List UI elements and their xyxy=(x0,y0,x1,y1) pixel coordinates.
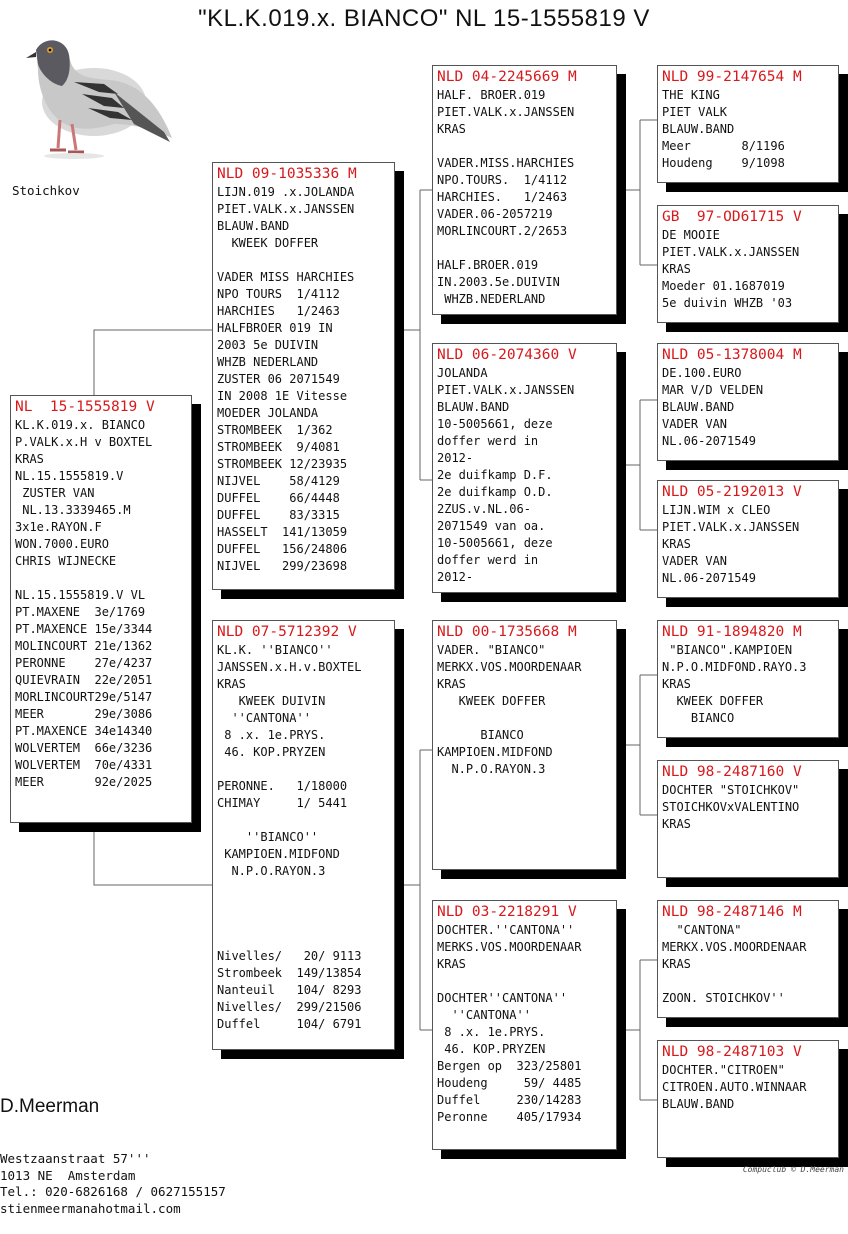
card-lines: LIJN.WIM x CLEO PIET.VALK.x.JANSSEN KRAS VADER VAN NL.06-2071549 xyxy=(662,503,800,585)
father-card xyxy=(212,162,395,590)
ring-number: NLD 98-2487103 V xyxy=(662,1044,802,1060)
ring-number: NLD 06-2074360 V xyxy=(437,347,577,363)
card-lines: HALF. BROER.019 PIET.VALK.x.JANSSEN KRAS VADER.MISS.HARCHIES NPO.TOURS. 1/4112 HARCHIES. 1/2463 VADER.06-2057219 MORLINCOURT.2/2653 HALF.BROER.019 IN.2003.5e.DUIVIN WHZB.NEDERLAND xyxy=(437,88,575,306)
card-lines: DOCHTER "STOICHKOV" STOICHKOVxVALENTINO KRAS xyxy=(662,783,800,831)
ggp-card-mff xyxy=(657,620,839,738)
mother-card xyxy=(212,620,395,1050)
ggp-card-ffm xyxy=(657,205,839,323)
ring-number: NLD 99-2147654 M xyxy=(662,69,802,85)
card-lines: VADER. "BIANCO" MERKX.VOS.MOORDENAAR KRAS KWEEK DOFFER BIANCO KAMPIOEN.MIDFOND N.P.O.RAYON.3 xyxy=(437,643,582,776)
paternal-grandfather-card xyxy=(432,65,617,315)
ggp-card-mfm xyxy=(657,760,839,878)
footer-credit: Compuclub © D.Meerman xyxy=(742,1165,844,1174)
ring-number: NLD 05-2192013 V xyxy=(662,484,802,500)
card-lines: KL.K. ''BIANCO'' JANSSEN.x.H.v.BOXTEL KRAS KWEEK DUIVIN ''CANTONA'' 8 .x. 1e.PRYS. 46. KOP.PRYZEN PERONNE. 1/18000 CHIMAY 1/ 5441 ''BIANCO'' KAMPIOEN.MIDFOND N.P.O.RAYON.3 Nivelles/ 20/ 9113 Strombeek 149/13854 Nanteuil 104/ 8293 Nivelles/ 299/21506 Duffel 104/ 6791 xyxy=(217,643,362,1031)
owner-address: Westzaanstraat 57''' 1013 NE Amsterdam Tel.: 020-6826168 / 0627155157 stienmeermanahotmail.com xyxy=(0,1151,226,1216)
card-lines: DE MOOIE PIET.VALK.x.JANSSEN KRAS Moeder 01.1687019 5e duivin WHZB '03 xyxy=(662,228,800,310)
card-lines: "BIANCO".KAMPIOEN N.P.O.MIDFOND.RAYO.3 KRAS KWEEK DOFFER BIANCO xyxy=(662,643,807,725)
card-lines: "CANTONA" MERKX.VOS.MOORDENAAR KRAS ZOON. STOICHKOV'' xyxy=(662,923,807,1005)
ring-number: NLD 98-2487146 M xyxy=(662,904,802,920)
pigeon-name: Stoichkov xyxy=(12,183,80,198)
maternal-grandmother-card xyxy=(432,900,617,1150)
ring-number: NLD 09-1035336 M xyxy=(217,166,357,182)
ggp-card-mmm xyxy=(657,1040,839,1158)
ggp-card-mmf xyxy=(657,900,839,1018)
ring-number: NLD 05-1378004 M xyxy=(662,347,802,363)
card-lines: DOCHTER."CITROEN" CITROEN.AUTO.WINNAAR BLAUW.BAND xyxy=(662,1063,807,1111)
card-lines: DOCHTER.''CANTONA'' MERKS.VOS.MOORDENAAR KRAS DOCHTER''CANTONA'' ''CANTONA'' 8 .x. 1e.PRYS. 46. KOP.PRYZEN Bergen op 323/25801 Houdeng 59/ 4485 Duffel 230/14283 Peronne 405/17934 xyxy=(437,923,582,1124)
card-lines: DE.100.EURO MAR V/D VELDEN BLAUW.BAND VADER VAN NL.06-2071549 xyxy=(662,366,764,448)
card-lines: LIJN.019 .x.JOLANDA PIET.VALK.x.JANSSEN BLAUW.BAND KWEEK DOFFER VADER MISS HARCHIES NPO TOURS 1/4112 HARCHIES 1/2463 HALFBROER 019 IN 2003 5e DUIVIN WHZB NEDERLAND ZUSTER 06 2071549 IN 2008 1E Vitesse MOEDER JOLANDA STROMBEEK 1/362 STROMBEEK 9/4081 STROMBEEK 12/23935 NIJVEL 58/4129 DUFFEL 66/4448 DUFFEL 83/3315 HASSELT 141/13059 DUFFEL 156/24806 NIJVEL 299/23698 xyxy=(217,185,355,573)
paternal-grandmother-card xyxy=(432,343,617,593)
ggp-card-fff xyxy=(657,65,839,183)
owner-contact-block xyxy=(0,1063,226,1234)
ring-number: NLD 00-1735668 M xyxy=(437,624,577,640)
page-title: "KL.K.019.x. BIANCO" NL 15-1555819 V xyxy=(198,5,650,32)
ring-number: NLD 03-2218291 V xyxy=(437,904,577,920)
ring-number: NLD 04-2245669 M xyxy=(437,69,577,85)
owner-name: D.Meerman xyxy=(0,1096,100,1117)
ring-number: GB 97-OD61715 V xyxy=(662,209,802,225)
ggp-card-fmf xyxy=(657,343,839,461)
ring-number: NLD 07-5712392 V xyxy=(217,624,357,640)
subject-card xyxy=(10,395,192,823)
card-lines: JOLANDA PIET.VALK.x.JANSSEN BLAUW.BAND 10-5005661, deze doffer werd in 2012- 2e duifkamp D.F. 2e duifkamp O.D. 2ZUS.v.NL.06- 2071549 van oa. 10-5005661, deze doffer werd in 2012- xyxy=(437,366,575,584)
ring-number: NLD 98-2487160 V xyxy=(662,764,802,780)
card-lines: THE KING PIET VALK BLAUW.BAND Meer 8/1196 Houdeng 9/1098 xyxy=(662,88,785,170)
ring-number: NL 15-1555819 V xyxy=(15,399,155,415)
ggp-card-fmm xyxy=(657,480,839,598)
ring-number: NLD 91-1894820 M xyxy=(662,624,802,640)
card-lines: KL.K.019.x. BIANCO P.VALK.x.H v BOXTEL KRAS NL.15.1555819.V ZUSTER VAN NL.13.3339465.M 3x1e.RAYON.F WON.7000.EURO CHRIS WIJNECKE NL.15.1555819.V VL PT.MAXENE 3e/1769 PT.MAXENCE 15e/3344 MOLINCOURT 21e/1362 PERONNE 27e/4237 QUIEVRAIN 22e/2051 MORLINCOURT29e/5147 MEER 29e/3086 PT.MAXENCE 34e14340 WOLVERTEM 66e/3236 WOLVERTEM 70e/4331 MEER 92e/2025 xyxy=(15,418,153,789)
maternal-grandfather-card xyxy=(432,620,617,870)
